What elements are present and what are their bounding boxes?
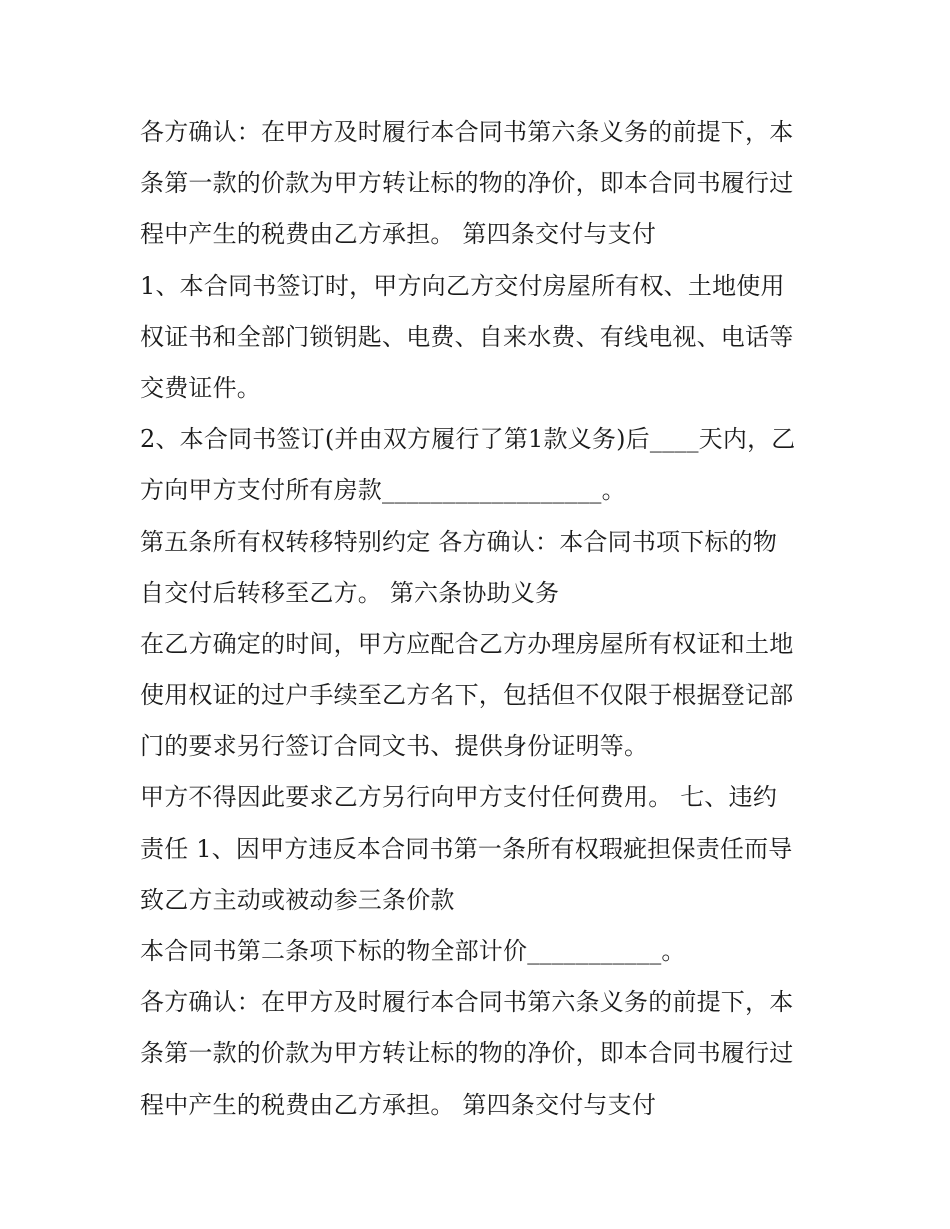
text-line: 本合同书第二条项下标的物全部计价___________。 [140,937,686,965]
text-line: 各方确认：在甲方及时履行本合同书第六条义务的前提下，本 [140,118,794,146]
text-line: 程中产生的税费由乙方承担。 第四条交付与支付 [140,1090,657,1119]
text-line: 条第一款的价款为甲方转让标的物的净价，即本合同书履行过 [140,169,794,198]
text-line: 交费证件。 [140,373,261,402]
text-line: 自交付后转移至乙方。 第六条协助义务 [140,578,560,607]
text-line: 程中产生的税费由乙方承担。 第四条交付与支付 [140,220,657,249]
text-line: 权证书和全部门锁钥匙、电费、自来水费、有线电视、电话等 [140,322,794,351]
text-line: 致乙方主动或被动参三条价款 [140,885,455,914]
text-line: 2、本合同书签订(并由双方履行了第1款义务)后____天内，乙 [140,425,796,454]
text-line: 责任 1、因甲方违反本合同书第一条所有权瑕疵担保责任而导 [140,834,793,863]
document-body [140,107,820,1131]
text-line: 在乙方确定的时间，甲方应配合乙方办理房屋所有权证和土地 [140,629,794,658]
text-line: 门的要求另行签订合同文书、提供身份证明等。 [140,732,649,761]
text-line: 甲方不得因此要求乙方另行向甲方支付任何费用。 七、违约 [140,783,778,812]
text-line: 各方确认：在甲方及时履行本合同书第六条义务的前提下，本 [140,988,794,1017]
text-line: 使用权证的过户手续至乙方名下，包括但不仅限于根据登记部 [140,681,794,710]
text-line: 1、本合同书签订时，甲方向乙方交付房屋所有权、土地使用 [140,271,785,300]
text-line: 条第一款的价款为甲方转让标的物的净价，即本合同书履行过 [140,1039,794,1068]
text-line: 第五条所有权转移特别约定 各方确认：本合同书项下标的物 [140,527,778,556]
text-line: 方向甲方支付所有房款__________________。 [140,476,626,505]
